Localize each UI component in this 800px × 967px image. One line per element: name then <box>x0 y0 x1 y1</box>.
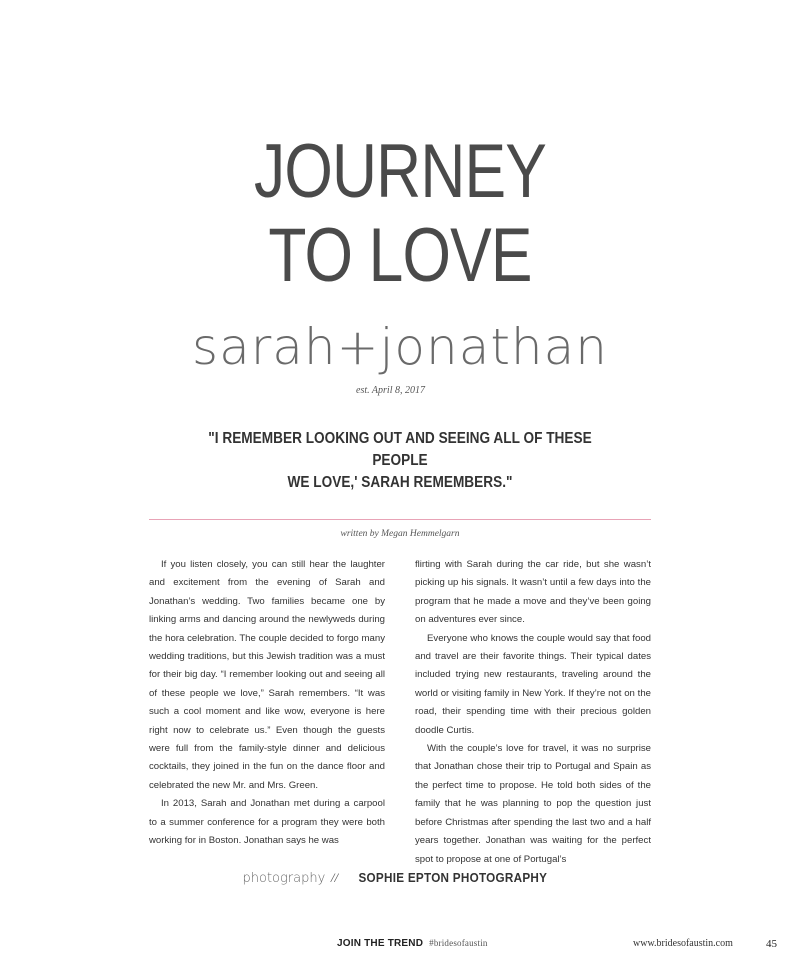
photographer-name: SOPHIE EPTON PHOTOGRAPHY <box>358 870 547 885</box>
page-footer <box>0 938 800 954</box>
established-date: est. April 8, 2017 <box>356 385 425 396</box>
footer-url[interactable]: www.bridesofaustin.com <box>633 938 733 949</box>
paragraph: In 2013, Sarah and Jonathan met during a carpool to a summer conference for a program they were both working for in Boston. Jonathan says he was <box>149 798 385 847</box>
title-line-1: JOURNEY <box>253 129 547 214</box>
paragraph: Everyone who knows the couple would say that food and travel are their favorite things. Their typical dates included trying new restaurants, traveling around the world or visiting family in New York. If they’re not on the road, their spending time with their precious golden doodle Curtis. <box>415 632 651 736</box>
couple-names: sarah+jonathan <box>192 318 608 376</box>
footer-section-label: JOIN THE TREND <box>337 938 424 949</box>
pull-quote-line-1: "I REMEMBER LOOKING OUT AND SEEING ALL OF THESE PEOPLE <box>208 430 592 469</box>
photo-credit-separator: // <box>330 870 339 885</box>
column-right <box>415 556 651 869</box>
title-line-2: TO LOVE <box>268 213 532 298</box>
photo-credit <box>0 870 800 886</box>
article-body <box>149 556 651 869</box>
pull-quote <box>180 428 620 494</box>
footer-hashtag: #bridesofaustin <box>429 938 488 948</box>
paragraph: flirting with Sarah during the car ride, but she wasn’t picking up his signals. It wasn’t until a few days into the program that he made a move and they’ve been going on adventures ever since. <box>415 559 651 626</box>
photo-credit-label: photography <box>242 871 326 886</box>
byline: written by Megan Hemmelgarn <box>340 529 460 539</box>
paragraph: If you listen closely, you can still hear the laughter and excitement from the evening of Sarah and Jonathan’s wedding. Two families became one by linking arms and dancing around the newlyweds during the hora celebration. The couple decided to forgo many wedding traditions, but this Jewish tradition was a must for their big day. “I remember looking out and seeing all of these people we love,” Sarah remembers. “It was such a cool moment and like wow, everyone is here right now to celebrate us.” Even though the guests were full from the family-style dinner and delicious cocktails, they joined in the fun on the dance floor and celebrated the new Mr. and Mrs. Green. <box>149 559 385 791</box>
article-title <box>0 130 800 298</box>
paragraph: With the couple’s love for travel, it was no surprise that Jonathan chose their trip to Portugal and Spain as the perfect time to propose. He told both sides of the family that he was planning to pop the question just before Christmas after spending the last two and a half years together. Jonathan was waiting for the perfect spot to propose at one of Portugal’s <box>415 743 651 865</box>
divider-rule <box>149 519 651 520</box>
pull-quote-line-2: WE LOVE,' SARAH REMEMBERS." <box>287 474 513 491</box>
page-number: 45 <box>766 938 777 950</box>
footer-section <box>337 938 488 949</box>
column-left <box>149 556 385 869</box>
